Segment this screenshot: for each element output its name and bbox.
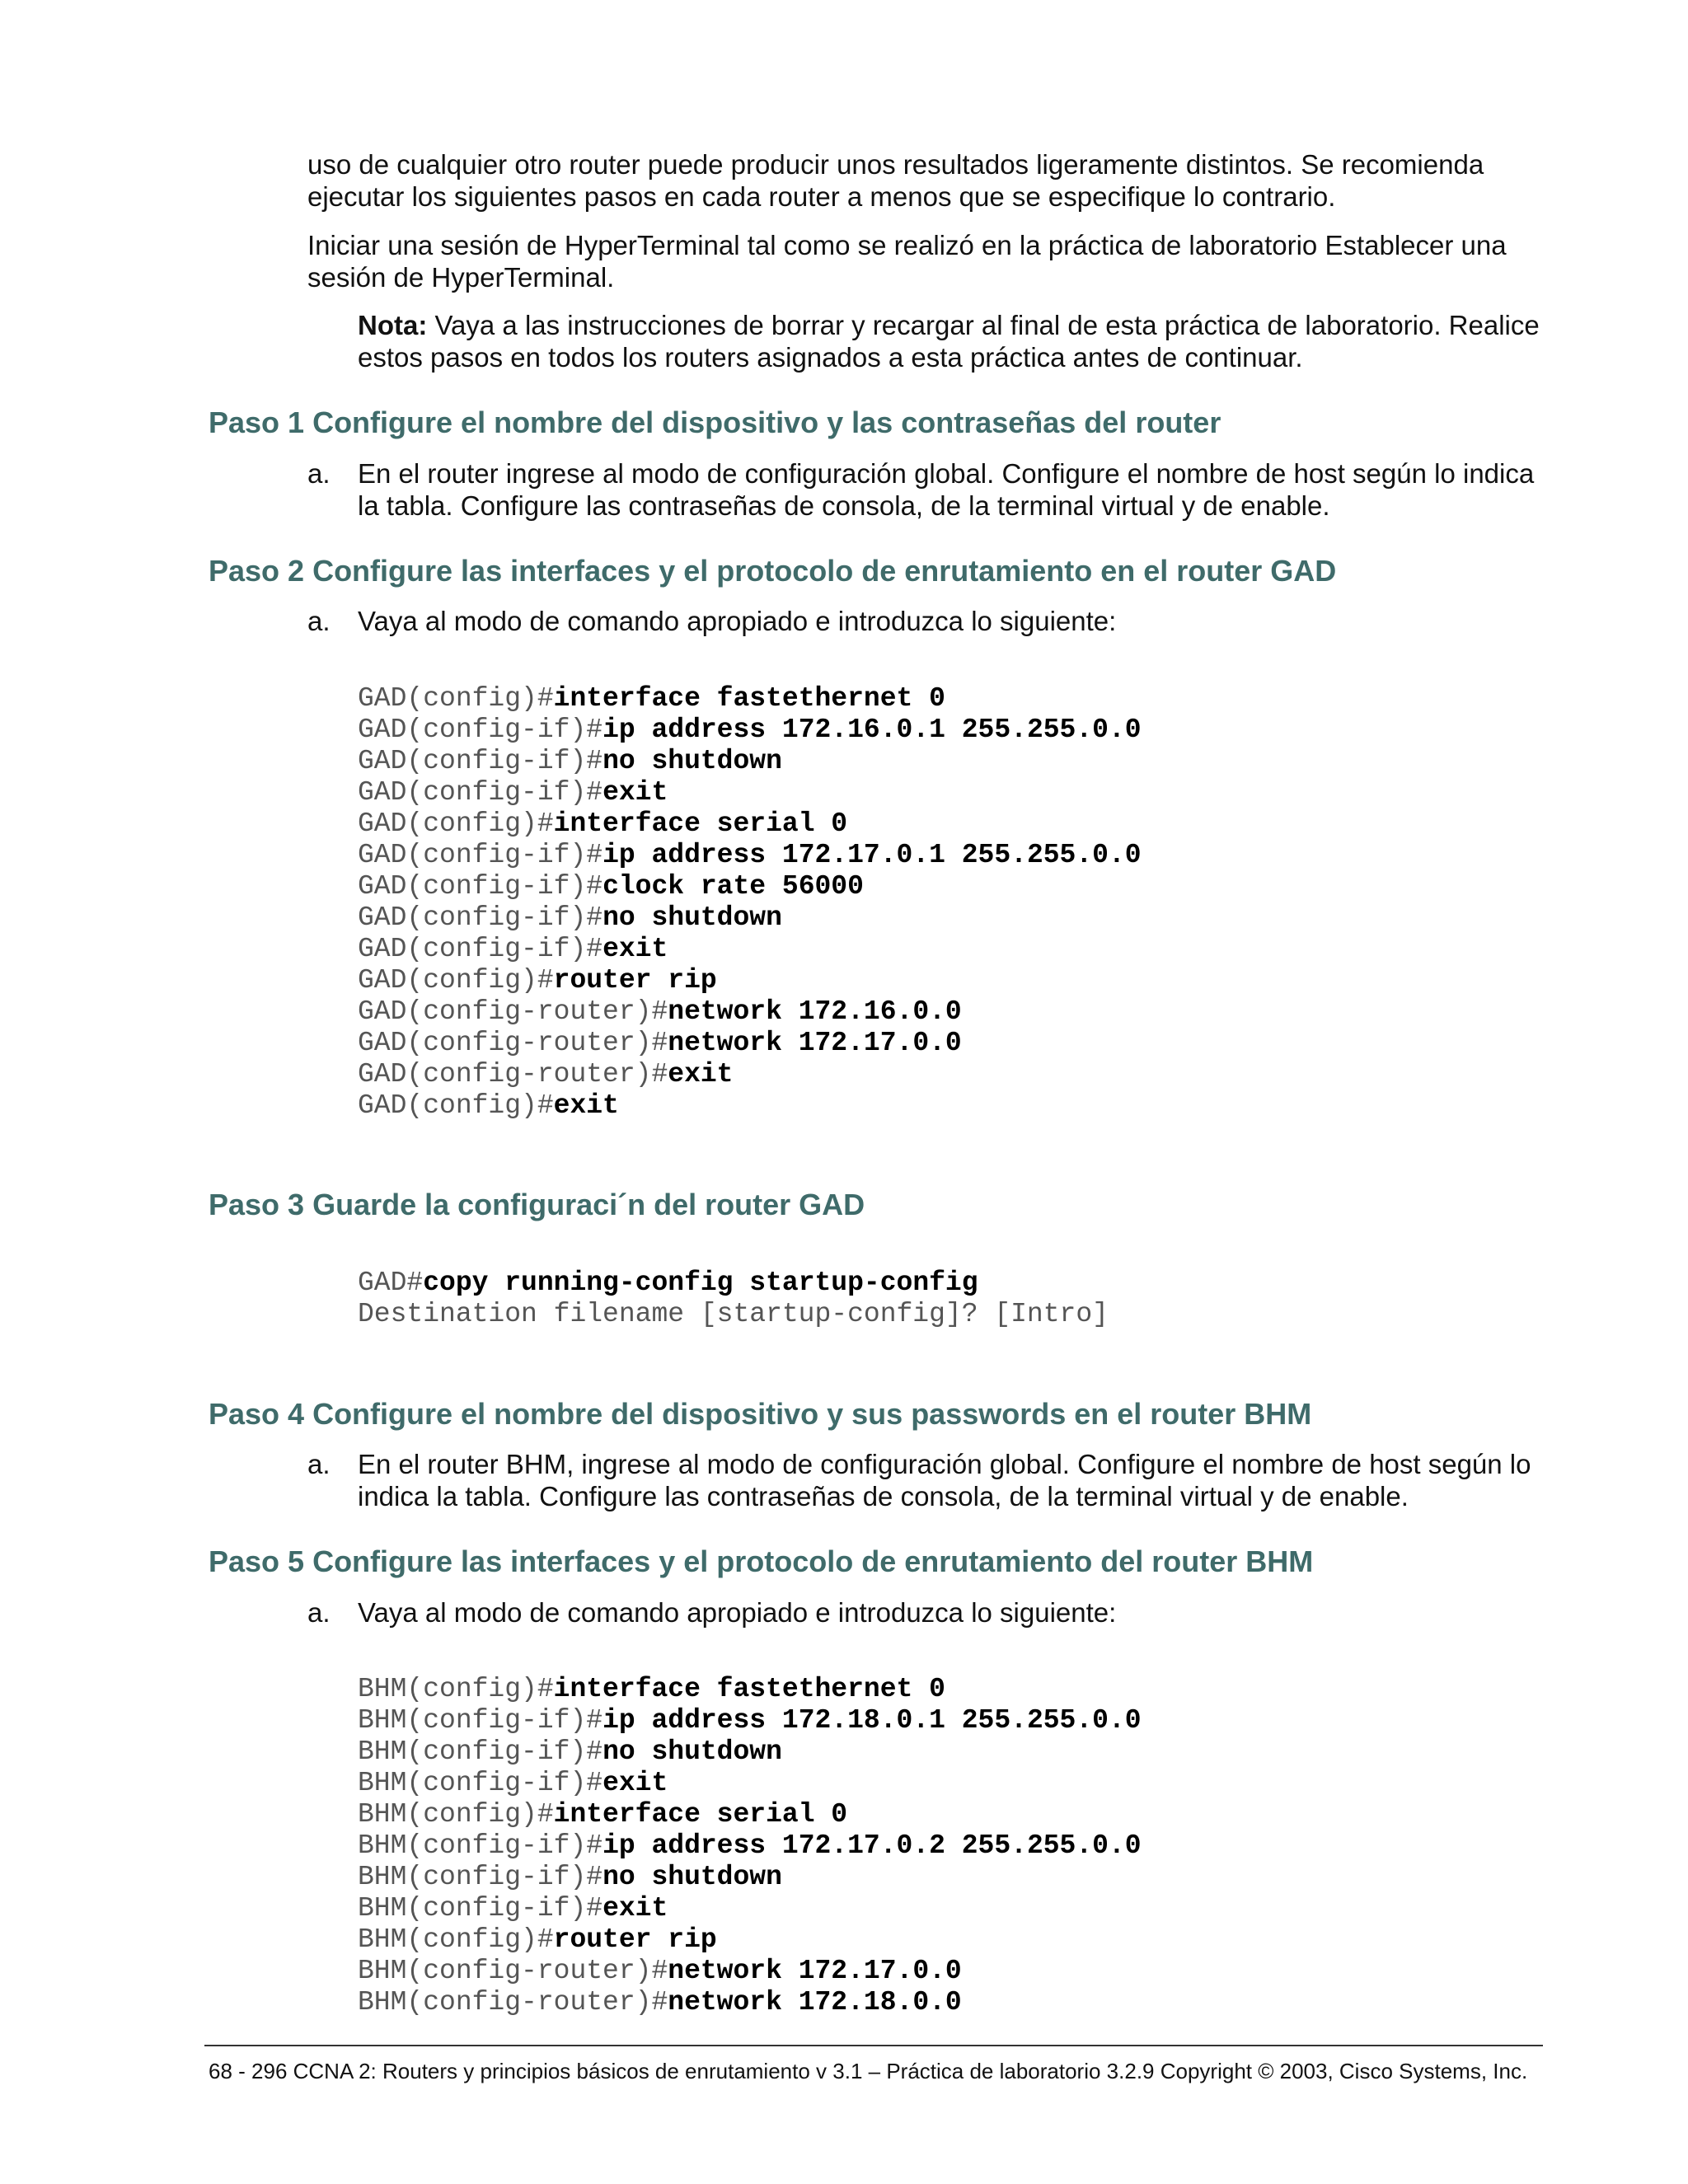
code-line xyxy=(358,1924,1142,1956)
code-command: network 172.17.0.0 xyxy=(668,1028,962,1058)
code-command: ip address 172.17.0.2 255.255.0.0 xyxy=(603,1830,1142,1861)
code-line xyxy=(358,1059,1142,1090)
code-command: clock rate 56000 xyxy=(603,871,864,902)
code-command: interface serial 0 xyxy=(553,808,848,839)
code-prompt: GAD(config-router)# xyxy=(358,1059,668,1090)
code-prompt: BHM(config-if)# xyxy=(358,1736,603,1767)
step-2-heading: Paso 2 Configure las interfaces y el protocolo de enrutamiento en el router GAD xyxy=(209,554,1337,588)
code-prompt: BHM(config-router)# xyxy=(358,1987,668,2018)
list-item-text: En el router BHM, ingrese al modo de configuración global. Configure el nombre de host según lo indica la tabla. Configure las contraseñas de consola, de la terminal virtual y de enable. xyxy=(358,1449,1531,1511)
bhm-config-code-block xyxy=(358,1674,1142,2018)
code-line xyxy=(358,1956,1142,1987)
code-command: router rip xyxy=(553,965,717,996)
step-4-heading: Paso 4 Configure el nombre del dispositivo y sus passwords en el router BHM xyxy=(209,1397,1312,1431)
code-line xyxy=(358,1028,1142,1059)
code-line xyxy=(358,1090,1142,1122)
code-line xyxy=(358,746,1142,777)
note-paragraph xyxy=(358,309,1545,373)
code-output: Destination filename [startup-config]? [Intro] xyxy=(358,1299,1109,1329)
code-prompt: BHM(config-router)# xyxy=(358,1956,668,1986)
code-command: ip address 172.17.0.1 255.255.0.0 xyxy=(603,840,1142,870)
list-marker: a. xyxy=(307,458,331,489)
code-line xyxy=(358,840,1142,871)
code-prompt: GAD(config-if)# xyxy=(358,934,603,964)
code-command: interface fastethernet 0 xyxy=(553,1674,945,1704)
code-prompt: BHM(config-if)# xyxy=(358,1705,603,1736)
code-prompt: BHM(config)# xyxy=(358,1924,554,1955)
code-prompt: BHM(config-if)# xyxy=(358,1768,603,1798)
code-line xyxy=(358,1862,1142,1893)
code-line xyxy=(358,965,1142,996)
code-prompt: GAD(config-router)# xyxy=(358,1028,668,1058)
code-command: exit xyxy=(603,777,668,808)
list-item-text: En el router ingrese al modo de configuración global. Configure el nombre de host según lo indica la tabla. Configure las contraseñas de consola, de la terminal virtual y de enable. xyxy=(358,458,1535,521)
code-command: exit xyxy=(553,1090,619,1121)
code-line xyxy=(358,715,1142,746)
code-prompt: GAD(config)# xyxy=(358,965,554,996)
code-command: network 172.16.0.0 xyxy=(668,996,962,1027)
code-line xyxy=(358,808,1142,840)
code-prompt: GAD(config-router)# xyxy=(358,996,668,1027)
code-line xyxy=(358,934,1142,965)
code-prompt: GAD(config)# xyxy=(358,683,554,714)
code-line xyxy=(358,996,1142,1028)
footer-divider xyxy=(204,2045,1543,2046)
code-command: exit xyxy=(603,1768,668,1798)
code-line xyxy=(358,1705,1142,1736)
code-line xyxy=(358,902,1142,934)
page-footer: 68 - 296 CCNA 2: Routers y principios básicos de enrutamiento v 3.1 – Práctica de laboratorio 3.2.9 Copyright © 2003, Cisco Systems, Inc. xyxy=(209,2059,1528,2083)
code-command: no shutdown xyxy=(603,746,782,776)
code-prompt: GAD(config-if)# xyxy=(358,715,603,745)
code-line xyxy=(358,1799,1142,1830)
code-line xyxy=(358,1830,1142,1862)
intro-paragraph-1: uso de cualquier otro router puede producir unos resultados ligeramente distintos. Se recomienda ejecutar los siguientes pasos en cada router a menos que se especifique lo contrario. xyxy=(307,149,1484,212)
code-command: no shutdown xyxy=(603,1862,782,1892)
gad-save-code-block xyxy=(358,1268,1109,1330)
code-command: exit xyxy=(603,934,668,964)
code-command: interface fastethernet 0 xyxy=(553,683,945,714)
code-line xyxy=(358,1736,1142,1768)
gad-config-code-block xyxy=(358,683,1142,1122)
code-command: no shutdown xyxy=(603,902,782,933)
list-marker: a. xyxy=(307,1597,331,1628)
code-command: ip address 172.18.0.1 255.255.0.0 xyxy=(603,1705,1142,1736)
list-marker: a. xyxy=(307,606,331,636)
code-prompt: BHM(config-if)# xyxy=(358,1893,603,1924)
code-prompt: BHM(config)# xyxy=(358,1674,554,1704)
code-command: network 172.17.0.0 xyxy=(668,1956,962,1986)
code-prompt: GAD(config-if)# xyxy=(358,777,603,808)
code-command: router rip xyxy=(553,1924,717,1955)
code-line xyxy=(358,683,1142,715)
code-line xyxy=(358,1674,1142,1705)
code-prompt: BHM(config-if)# xyxy=(358,1830,603,1861)
code-line xyxy=(358,1268,1109,1299)
code-command: exit xyxy=(668,1059,734,1090)
code-command: interface serial 0 xyxy=(553,1799,848,1830)
step-3-heading: Paso 3 Guarde la configuraci´n del router GAD xyxy=(209,1188,865,1221)
code-prompt: GAD# xyxy=(358,1268,424,1298)
code-line xyxy=(358,871,1142,902)
code-line xyxy=(358,1768,1142,1799)
code-command: copy running-config startup-config xyxy=(423,1268,978,1298)
code-line xyxy=(358,1893,1142,1924)
code-line xyxy=(358,1987,1142,2018)
step-1-heading: Paso 1 Configure el nombre del dispositivo y las contraseñas del router xyxy=(209,405,1221,439)
list-item-text: Vaya al modo de comando apropiado e introduzca lo siguiente: xyxy=(358,1597,1117,1628)
code-prompt: GAD(config-if)# xyxy=(358,746,603,776)
code-prompt: GAD(config)# xyxy=(358,808,554,839)
code-prompt: GAD(config-if)# xyxy=(358,871,603,902)
note-text: Vaya a las instrucciones de borrar y recargar al final de esta práctica de laboratorio. Realice estos pasos en todos los routers asignados a esta práctica antes de continuar. xyxy=(358,310,1540,373)
code-prompt: BHM(config)# xyxy=(358,1799,554,1830)
code-line xyxy=(358,777,1142,808)
code-line xyxy=(358,1299,1109,1330)
intro-paragraph-2: Iniciar una sesión de HyperTerminal tal como se realizó en la práctica de laboratorio Establecer una sesión de HyperTerminal. xyxy=(307,230,1507,293)
code-prompt: GAD(config-if)# xyxy=(358,902,603,933)
list-marker: a. xyxy=(307,1449,331,1479)
code-command: ip address 172.16.0.1 255.255.0.0 xyxy=(603,715,1142,745)
code-command: exit xyxy=(603,1893,668,1924)
code-prompt: GAD(config-if)# xyxy=(358,840,603,870)
code-prompt: BHM(config-if)# xyxy=(358,1862,603,1892)
code-command: network 172.18.0.0 xyxy=(668,1987,962,2018)
step-5-heading: Paso 5 Configure las interfaces y el protocolo de enrutamiento del router BHM xyxy=(209,1544,1314,1578)
note-label: Nota: xyxy=(358,310,428,340)
code-command: no shutdown xyxy=(603,1736,782,1767)
list-item-text: Vaya al modo de comando apropiado e introduzca lo siguiente: xyxy=(358,606,1117,636)
code-prompt: GAD(config)# xyxy=(358,1090,554,1121)
